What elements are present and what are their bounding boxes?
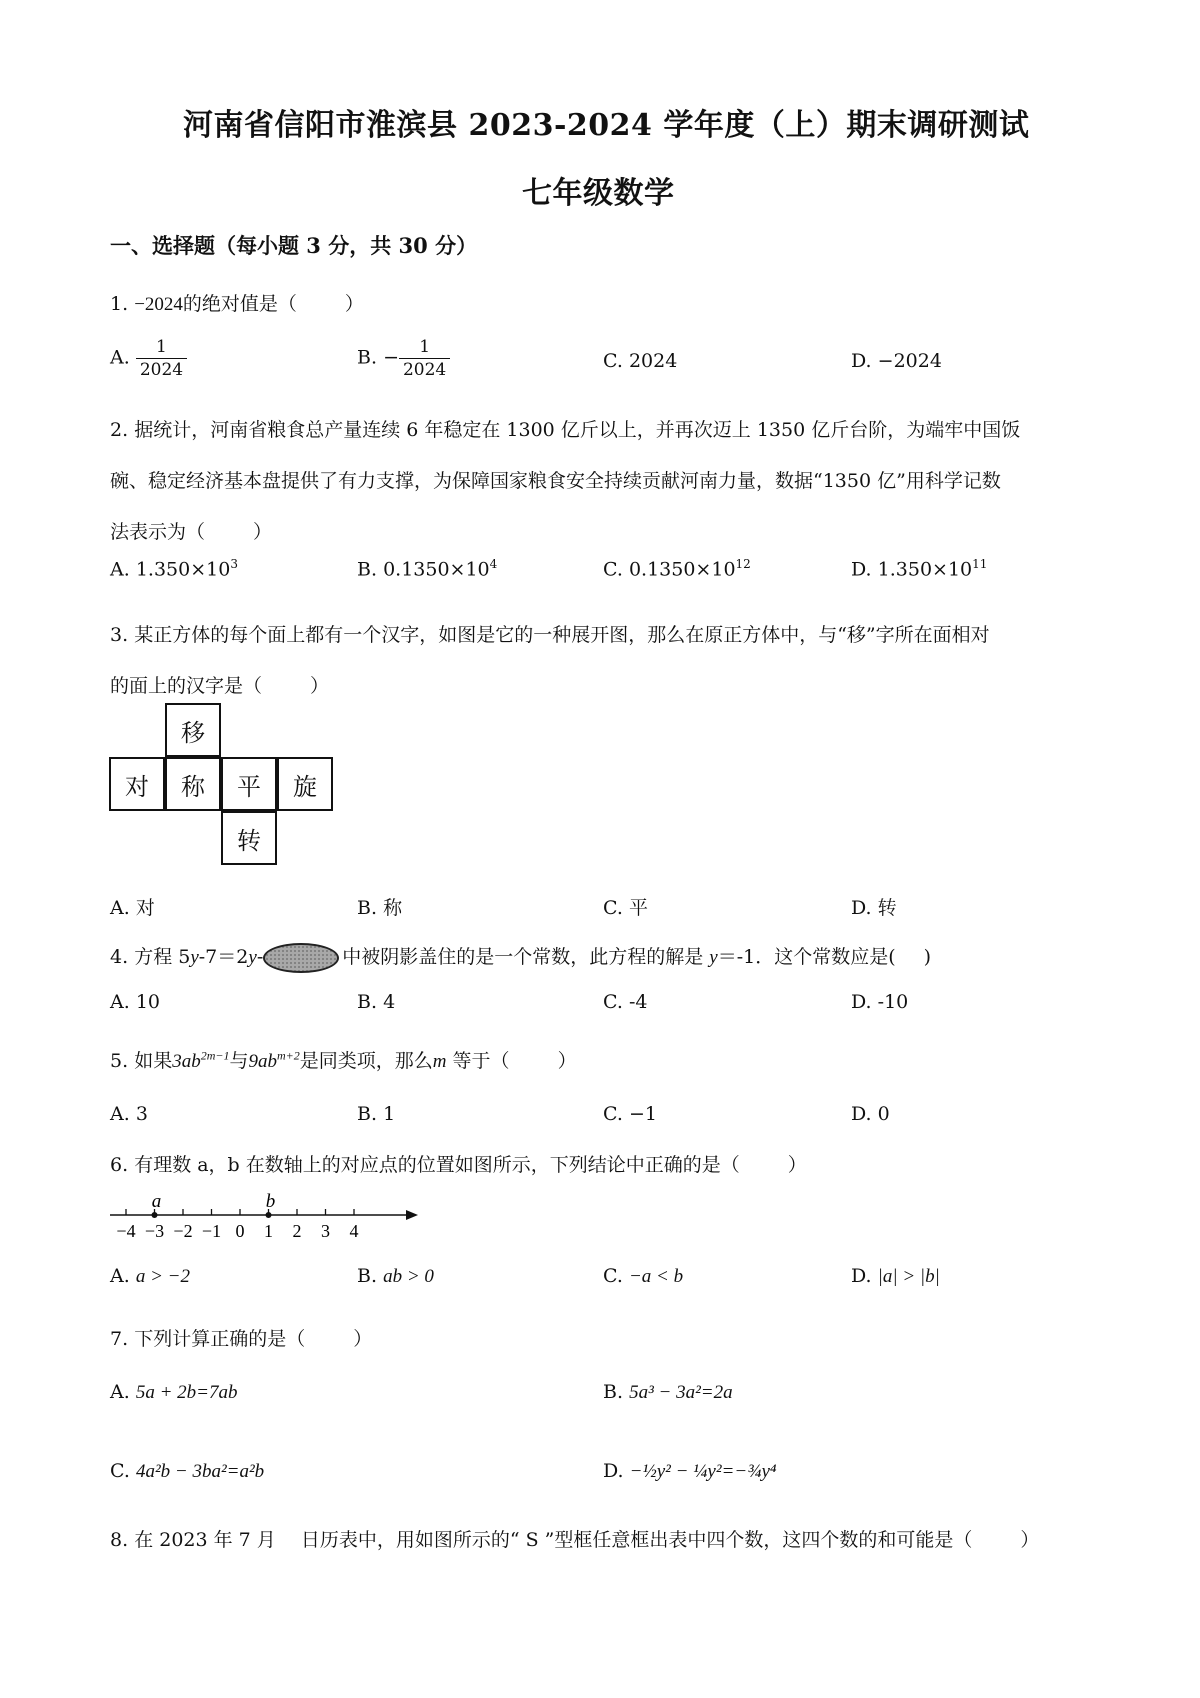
q7-option-b[interactable]: B. 5a³ − 3a²=2a xyxy=(603,1381,733,1403)
axis-tick-label: 4 xyxy=(349,1221,359,1241)
q3-option-b[interactable]: B. 称 xyxy=(357,897,403,919)
q3-option-d[interactable]: D. 转 xyxy=(851,897,897,919)
axis-tick-label: 2 xyxy=(292,1221,302,1241)
question-1 xyxy=(110,289,364,316)
q6-option-a[interactable]: A. a > −2 xyxy=(110,1265,190,1287)
net-face-left: 对 xyxy=(109,757,165,811)
point-b-label: b xyxy=(265,1191,276,1212)
q3-option-a[interactable]: A. 对 xyxy=(110,897,155,919)
axis-tick-label: −4 xyxy=(116,1221,136,1241)
page-title: 河南省信阳市淮滨县 2023-2024 学年度（上）期末调研测试 xyxy=(183,108,1030,143)
q6-option-c[interactable]: C. −a < b xyxy=(603,1265,684,1287)
q2-option-d[interactable]: D. $1.350\times 10^{11}$ xyxy=(851,557,988,581)
q4-option-a[interactable]: A. 10 xyxy=(110,991,160,1013)
question-5: 5. 如果$3ab^{2m-1}$与$9ab^{m+2}$是同类项，那么m 等于（ ） xyxy=(110,1048,577,1072)
q7-option-d[interactable]: D. −½y² − ¼y²=−¾y⁴ xyxy=(603,1460,777,1482)
fraction: $\frac{1}{2024}$ xyxy=(136,336,187,381)
axis-tick-label: −1 xyxy=(201,1221,222,1241)
point-a xyxy=(152,1212,158,1218)
question-3: 3. 某正方体的每个面上都有一个汉字，如图是它的一种展开图，那么在原正方体中，与“移”字所在面相对 的面上的汉字是（ ） xyxy=(110,624,990,697)
shaded-blob xyxy=(263,943,339,973)
q1-option-c[interactable]: C. 2024 xyxy=(603,350,678,372)
q2-option-c[interactable]: C. $0.1350\times 10^{12}$ xyxy=(603,557,751,581)
question-2: 2. 据统计，河南省粮食总产量连续 6 年稳定在 1300 亿斤以上，并再次迈上 1350 亿斤台阶，为端牢中国饭 碗、稳定经济基本盘提供了有力支撑，为保障国家粮食安全持续贡献河南力量，数据“1350 亿”用科学记数 法表示为（ ） xyxy=(110,419,1021,543)
page-subtitle: 七年级数学 xyxy=(522,176,675,211)
q2-option-b[interactable]: B. $0.1350\times 10^4$ xyxy=(357,557,498,581)
q5-option-a[interactable]: A. 3 xyxy=(110,1103,148,1125)
question-stem: 的绝对值是（ xyxy=(182,293,297,315)
question-stem-end: ） xyxy=(344,293,364,315)
q4-option-d[interactable]: D. -10 xyxy=(851,991,909,1013)
axis-tick-label: −2 xyxy=(173,1221,193,1241)
q4-option-b[interactable]: B. 4 xyxy=(357,991,396,1013)
question-number: 1. xyxy=(110,293,129,315)
fraction: $\frac{1}{2024}$ xyxy=(399,336,450,381)
q1-option-d[interactable]: D. −2024 xyxy=(851,350,942,372)
question-6: 6. 有理数 a，b 在数轴上的对应点的位置如图所示，下列结论中正确的是（ ） xyxy=(110,1154,807,1176)
q6-option-b[interactable]: B. ab > 0 xyxy=(357,1265,434,1287)
q5-option-d[interactable]: D. 0 xyxy=(851,1103,890,1125)
axis-tick-label: −3 xyxy=(144,1221,165,1241)
axis-arrow xyxy=(406,1210,418,1220)
number-line-figure xyxy=(106,1190,426,1250)
q2-option-a[interactable]: A. $1.350\times 10^3$ xyxy=(110,557,238,581)
net-face-center-left: 称 xyxy=(165,757,221,811)
axis-tick-label: 3 xyxy=(321,1221,330,1241)
q3-option-c[interactable]: C. 平 xyxy=(603,897,648,919)
q7-option-c[interactable]: C. 4a²b − 3ba²=a²b xyxy=(110,1460,265,1482)
point-b xyxy=(266,1212,272,1218)
net-face-bottom: 转 xyxy=(221,811,277,865)
q1-option-a[interactable]: A. $\frac{1}{2024}$ xyxy=(110,336,187,381)
question-expression: −2024 xyxy=(134,294,183,315)
net-face-right: 旋 xyxy=(277,757,333,811)
q4-option-c[interactable]: C. -4 xyxy=(603,991,648,1013)
point-a-label: a xyxy=(151,1191,162,1212)
section-heading: 一、选择题（每小题 3 分，共 30 分） xyxy=(110,233,478,258)
question-4: 4. 方程 5y-7＝2y- 中被阴影盖住的是一个常数，此方程的解是 y＝-1．这个常数应是( ) xyxy=(110,942,931,973)
axis-tick-label: 1 xyxy=(264,1221,273,1241)
q1-option-b[interactable]: B. − $\frac{1}{2024}$ xyxy=(357,336,450,381)
axis-tick-label: 0 xyxy=(235,1221,245,1241)
question-7: 7. 下列计算正确的是（ ） xyxy=(110,1328,373,1350)
q6-option-d[interactable]: D. |a| > |b| xyxy=(851,1265,940,1287)
net-face-top: 移 xyxy=(165,703,221,757)
q7-option-a[interactable]: A. 5a + 2b=7ab xyxy=(110,1381,238,1403)
q5-option-b[interactable]: B. 1 xyxy=(357,1103,396,1125)
net-face-center-right: 平 xyxy=(221,757,277,811)
q5-option-c[interactable]: C. −1 xyxy=(603,1103,657,1125)
question-8: 8. 在 2023 年 7 月 日历表中，用如图所示的“ S ”型框任意框出表中四个数，这四个数的和可能是（ ） xyxy=(110,1529,1040,1551)
